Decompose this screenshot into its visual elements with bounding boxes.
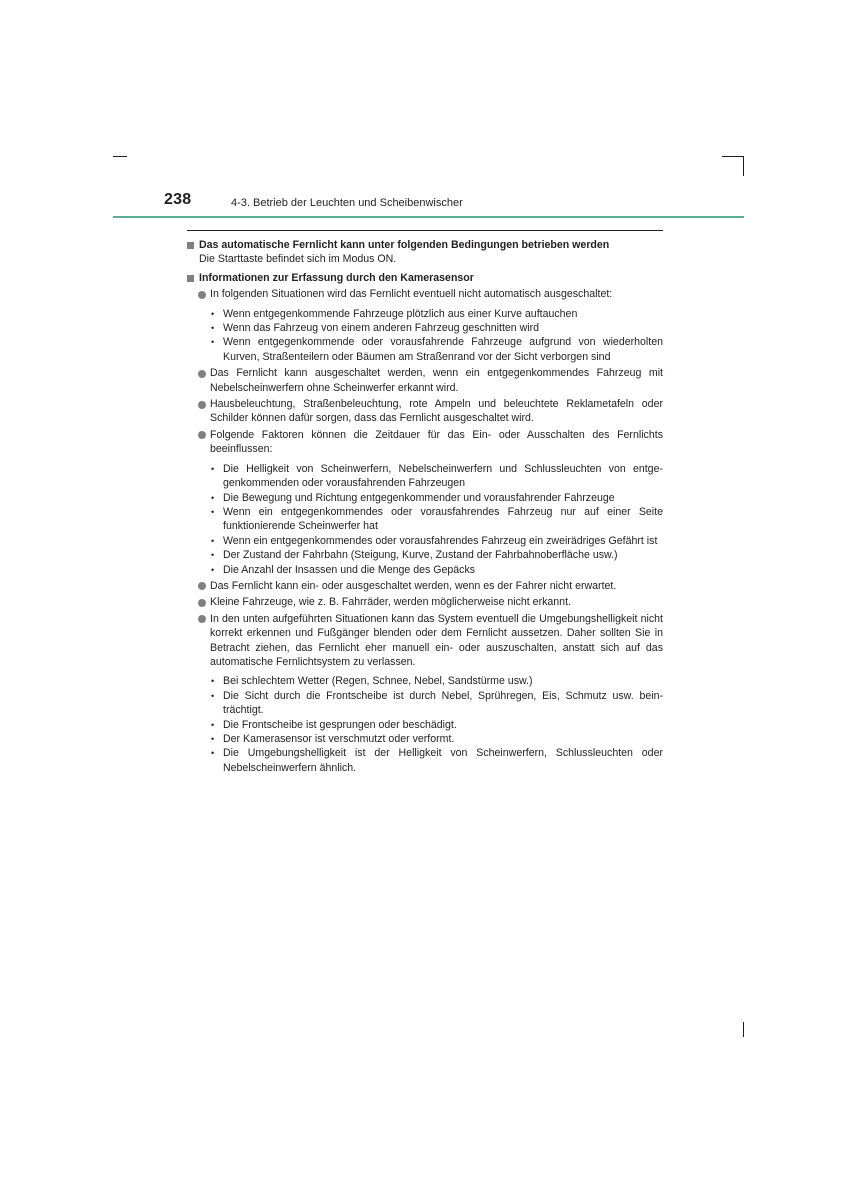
section-text: Die Starttaste befindet sich im Modus ON. [199, 253, 397, 266]
small-bullet-icon: • [211, 550, 215, 561]
sub-list-item [186, 534, 663, 548]
list-item-text: Hausbeleuchtung, Straßenbeleuchtung, rote Ampeln und beleuchtete Reklametafeln oder Schilder können dafür sorgen, dass das Fernlicht ausgeschaltet wird. [210, 398, 663, 425]
small-bullet-icon: • [211, 564, 215, 575]
circle-bullet-icon [198, 291, 206, 299]
list-item [186, 579, 663, 593]
circle-bullet-icon [198, 582, 206, 590]
sub-list-item [186, 732, 663, 746]
small-bullet-icon: • [211, 492, 215, 503]
sub-list-item [186, 307, 663, 321]
list-item-text: Kleine Fahrzeuge, wie z. B. Fahrräder, werden möglicherweise nicht erkannt. [210, 596, 571, 609]
list-item-text: In folgenden Situationen wird das Fernlicht eventuell nicht automatisch ausgeschaltet: [210, 288, 613, 301]
sub-list-item-text: Die Sicht durch die Frontscheibe ist durch Nebel, Sprühregen, Eis, Schmutz usw. bein-trächtigt. [223, 689, 663, 717]
section-title-text: Informationen zur Erfassung durch den Kamerasensor [199, 271, 474, 284]
list-item [186, 397, 663, 426]
list-item [186, 287, 663, 301]
sub-list [186, 307, 663, 365]
sub-list-item-text: Die Anzahl der Insassen und die Menge des Gepäcks [223, 563, 476, 576]
section-title [186, 238, 663, 252]
section-title [186, 271, 663, 285]
small-bullet-icon: • [211, 734, 215, 744]
crop-mark-top-right-h [722, 156, 744, 157]
circle-bullet-icon [198, 599, 206, 607]
section-title-text: Das automatische Fernlicht kann unter folgenden Bedingungen betrieben werden [199, 239, 610, 251]
list-item-text: Folgende Faktoren können die Zeitdauer für das Ein- oder Ausschalten des Fernlichts beeinflussen: [210, 428, 663, 456]
circle-bullet-icon [198, 370, 206, 378]
circle-bullet-icon [198, 431, 206, 439]
sub-list-item-text: Die Frontscheibe ist gesprungen oder beschädigt. [223, 718, 457, 731]
running-head: 4-3. Betrieb der Leuchten und Scheibenwischer [231, 197, 463, 209]
sub-list [186, 674, 663, 775]
sub-list-item [186, 462, 663, 491]
sub-list-item-text: Der Kamerasensor ist verschmutzt oder verformt. [223, 733, 455, 745]
small-bullet-icon: • [211, 690, 215, 701]
sub-list-item [186, 689, 663, 718]
small-bullet-icon: • [211, 676, 215, 687]
sub-list-item [186, 718, 663, 732]
small-bullet-icon: • [211, 308, 215, 319]
sub-list-item [186, 563, 663, 577]
sub-list-item [186, 548, 663, 562]
sub-list-item [186, 674, 663, 688]
list-item-text: In den unten aufgeführten Situationen kann das System eventuell die Umgebungshelligkeit nicht korrekt erkennen und Fußgänger blenden oder dem Fernlicht aussetzen. Daher sollten Sie in Betracht ziehen, das Fernlicht eher manuell ein- oder auszuschalten, anstatt sich auf das automatische Fernlichtsystem zu verlassen. [210, 612, 663, 668]
small-bullet-icon: • [211, 719, 215, 730]
sub-list [186, 462, 663, 577]
sub-list-item [186, 335, 663, 364]
sub-list-item [186, 746, 663, 775]
list-item-text: Das Fernlicht kann ein- oder ausgeschaltet werden, wenn es der Fahrer nicht erwartet. [210, 579, 617, 592]
list-item [186, 366, 663, 395]
circle-bullet-icon [198, 401, 206, 409]
sub-list-item-text: Der Zustand der Fahrbahn (Steigung, Kurve, Zustand der Fahrbahnoberfläche usw.) [223, 549, 618, 562]
sub-list-item [186, 321, 663, 335]
small-bullet-icon: • [211, 323, 215, 334]
sub-list-item-text: Wenn entgegenkommende Fahrzeuge plötzlich aus einer Kurve auftauchen [223, 307, 578, 320]
crop-mark-top-right-v [743, 156, 744, 176]
sub-list-item-text: Wenn ein entgegenkommendes oder vorausfahrendes Fahrzeug ein zweirädriges Gefährt ist [223, 534, 658, 547]
sub-list-item-text: Wenn entgegenkommende oder vorausfahrende Fahrzeuge aufgrund von wiederholten Kurven, Straßenteilern oder Bäumen am Straßenrand vor der Sicht verborgen sind [223, 336, 663, 363]
sub-list-item [186, 491, 663, 505]
small-bullet-icon: • [211, 337, 215, 348]
sub-list-item-text: Die Helligkeit von Scheinwerfern, Nebelscheinwerfern und Schlussleuchten von entge-genkommenden oder vorausfahrenden Fahrzeugen [223, 462, 663, 490]
sub-list-item-text: Die Bewegung und Richtung entgegenkommender und vorausfahrender Fahrzeuge [223, 491, 615, 504]
small-bullet-icon: • [211, 506, 215, 517]
circle-bullet-icon [198, 615, 206, 623]
square-bullet-icon [187, 242, 194, 249]
sub-list-item [186, 505, 663, 534]
list-item [186, 428, 663, 457]
header-rule [113, 216, 744, 218]
list-item-text: Das Fernlicht kann ausgeschaltet werden, wenn ein entgegenkommendes Fahrzeug mit Nebelscheinwerfern ohne Scheinwerfer erkannt wird. [210, 367, 663, 394]
sub-list-item-text: Wenn das Fahrzeug von einem anderen Fahrzeug geschnitten wird [223, 322, 540, 335]
crop-mark-bottom-right [743, 1022, 744, 1037]
content-area [186, 238, 663, 777]
page-number: 238 [164, 191, 192, 208]
sub-list-item-text: Die Umgebungshelligkeit ist der Helligkeit von Scheinwerfern, Schlussleuchten oder Nebelscheinwerfern ähnlich. [223, 747, 663, 774]
list-item [186, 612, 663, 670]
small-bullet-icon: • [211, 535, 215, 546]
crop-mark-top-left [113, 156, 127, 157]
sub-list-item-text: Wenn ein entgegenkommendes oder vorausfahrendes Fahrzeug nur auf einer Seite funktionierende Scheinwerfer hat [223, 505, 663, 533]
content-top-rule [187, 230, 663, 231]
small-bullet-icon: • [211, 463, 215, 474]
list-item [186, 595, 663, 609]
sub-list-item-text: Bei schlechtem Wetter (Regen, Schnee, Nebel, Sandstürme usw.) [223, 675, 533, 688]
small-bullet-icon: • [211, 748, 215, 759]
square-bullet-icon [187, 275, 194, 282]
